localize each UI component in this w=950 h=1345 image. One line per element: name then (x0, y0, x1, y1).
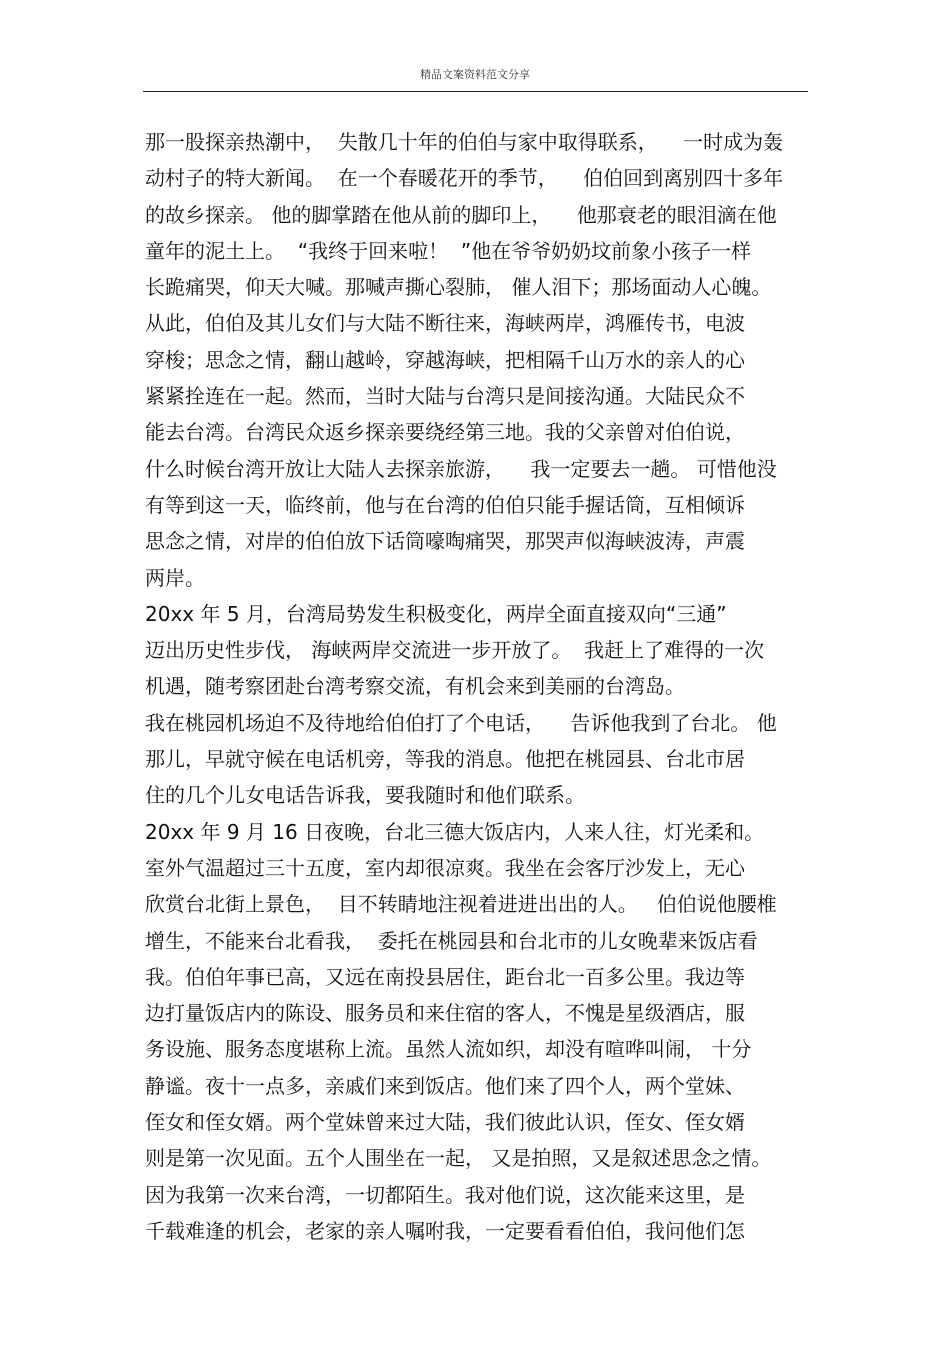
text-line: 住的几个儿女电话告诉我，要我随时和他们联系。 (145, 783, 585, 808)
body-text (145, 124, 815, 1249)
text-line: 童年的泥土上。 “我终于回来啦！ ”他在爷爷奶奶坟前象小孩子一样 (145, 238, 752, 263)
text-line: 紧紧拴连在一起。然而，当时大陆与台湾只是间接沟通。大陆民众不 (145, 384, 745, 409)
text-line: 千载难逢的机会，老家的亲人嘱咐我，一定要看看伯伯，我问他们怎 (145, 1218, 745, 1243)
text-line: 20xx 年 5 月，台湾局势发生积极变化，两岸全面直接双向“三通” (145, 601, 727, 626)
text-line: 思念之情，对岸的伯伯放下话筒嚎啕痛哭，那哭声似海峡波涛，声震 (145, 529, 745, 554)
text-line: 两岸。 (145, 565, 205, 590)
text-line: 什么时候台湾开放让大陆人去探亲旅游， 我一定要去一趟。 可惜他没 (145, 456, 777, 481)
text-line: 穿梭；思念之情，翻山越岭，穿越海峡，把相隔千山万水的亲人的心 (145, 347, 745, 372)
text-line: 机遇，随考察团赴台湾考察交流，有机会来到美丽的台湾岛。 (145, 674, 685, 699)
text-line: 20xx 年 9 月 16 日夜晚，台北三德大饭店内，人来人往，灯光柔和。 (145, 819, 765, 844)
text-line: 从此，伯伯及其儿女们与大陆不断往来，海峡两岸，鸿雁传书，电波 (145, 311, 745, 336)
text-line: 那一股探亲热潮中， 失散几十年的伯伯与家中取得联系， 一时成为轰 (145, 130, 784, 154)
text-line: 迈出历史性步伐， 海峡两岸交流进一步开放了。 我赶上了难得的一次 (145, 638, 765, 663)
text-line: 静谧。夜十一点多，亲戚们来到饭店。他们来了四个人，两个堂妹、 (145, 1073, 745, 1098)
text-line: 我在桃园机场迫不及待地给伯伯打了个电话， 告诉他我到了台北。 他 (145, 710, 777, 735)
text-line: 我。伯伯年事已高，又远在南投县居住，距台北一百多公里。我边等 (145, 964, 745, 989)
text-line: 有等到这一天，临终前，他与在台湾的伯伯只能手握话筒，互相倾诉 (145, 492, 745, 517)
text-line: 侄女和侄女婿。两个堂妹曾来过大陆，我们彼此认识，侄女、侄女婿 (145, 1110, 745, 1135)
text-line: 的故乡探亲。 他的脚掌踏在他从前的脚印上， 他那衰老的眼泪滴在他 (145, 202, 777, 227)
text-line: 室外气温超过三十五度，室内却很凉爽。我坐在会客厅沙发上，无心 (145, 855, 745, 880)
text-line: 能去台湾。台湾民众返乡探亲要绕经第三地。我的父亲曾对伯伯说， (145, 420, 745, 445)
text-line: 则是第一次见面。五个人围坐在一起， 又是拍照，又是叙述思念之情。 (145, 1146, 772, 1171)
text-line: 务设施、服务态度堪称上流。虽然人流如织，却没有喧哗叫闹， 十分 (145, 1037, 752, 1062)
text-line: 长跪痛哭，仰天大喊。那喊声撕心裂肺， 催人泪下；那场面动人心魄。 (145, 275, 772, 300)
text-line: 那儿，早就守候在电话机旁，等我的消息。他把在桃园县、台北市居 (145, 747, 745, 772)
text-line: 因为我第一次来台湾，一切都陌生。我对他们说，这次能来这里，是 (145, 1182, 745, 1207)
text-line: 增生，不能来台北看我， 委托在桃园县和台北市的儿女晚辈来饭店看 (145, 928, 758, 953)
text-line: 欣赏台北街上景色， 目不转睛地注视着进进出出的人。 伯伯说他腰椎 (145, 892, 777, 917)
header-divider (143, 91, 808, 92)
page-header-title: 精品文案资料范文分享 (420, 68, 530, 81)
text-line: 动村子的特大新闻。 在一个春暖花开的季节， 伯伯回到离别四十多年 (145, 166, 784, 191)
text-line: 边打量饭店内的陈设、服务员和来住宿的客人，不愧是星级酒店，服 (145, 1001, 745, 1026)
